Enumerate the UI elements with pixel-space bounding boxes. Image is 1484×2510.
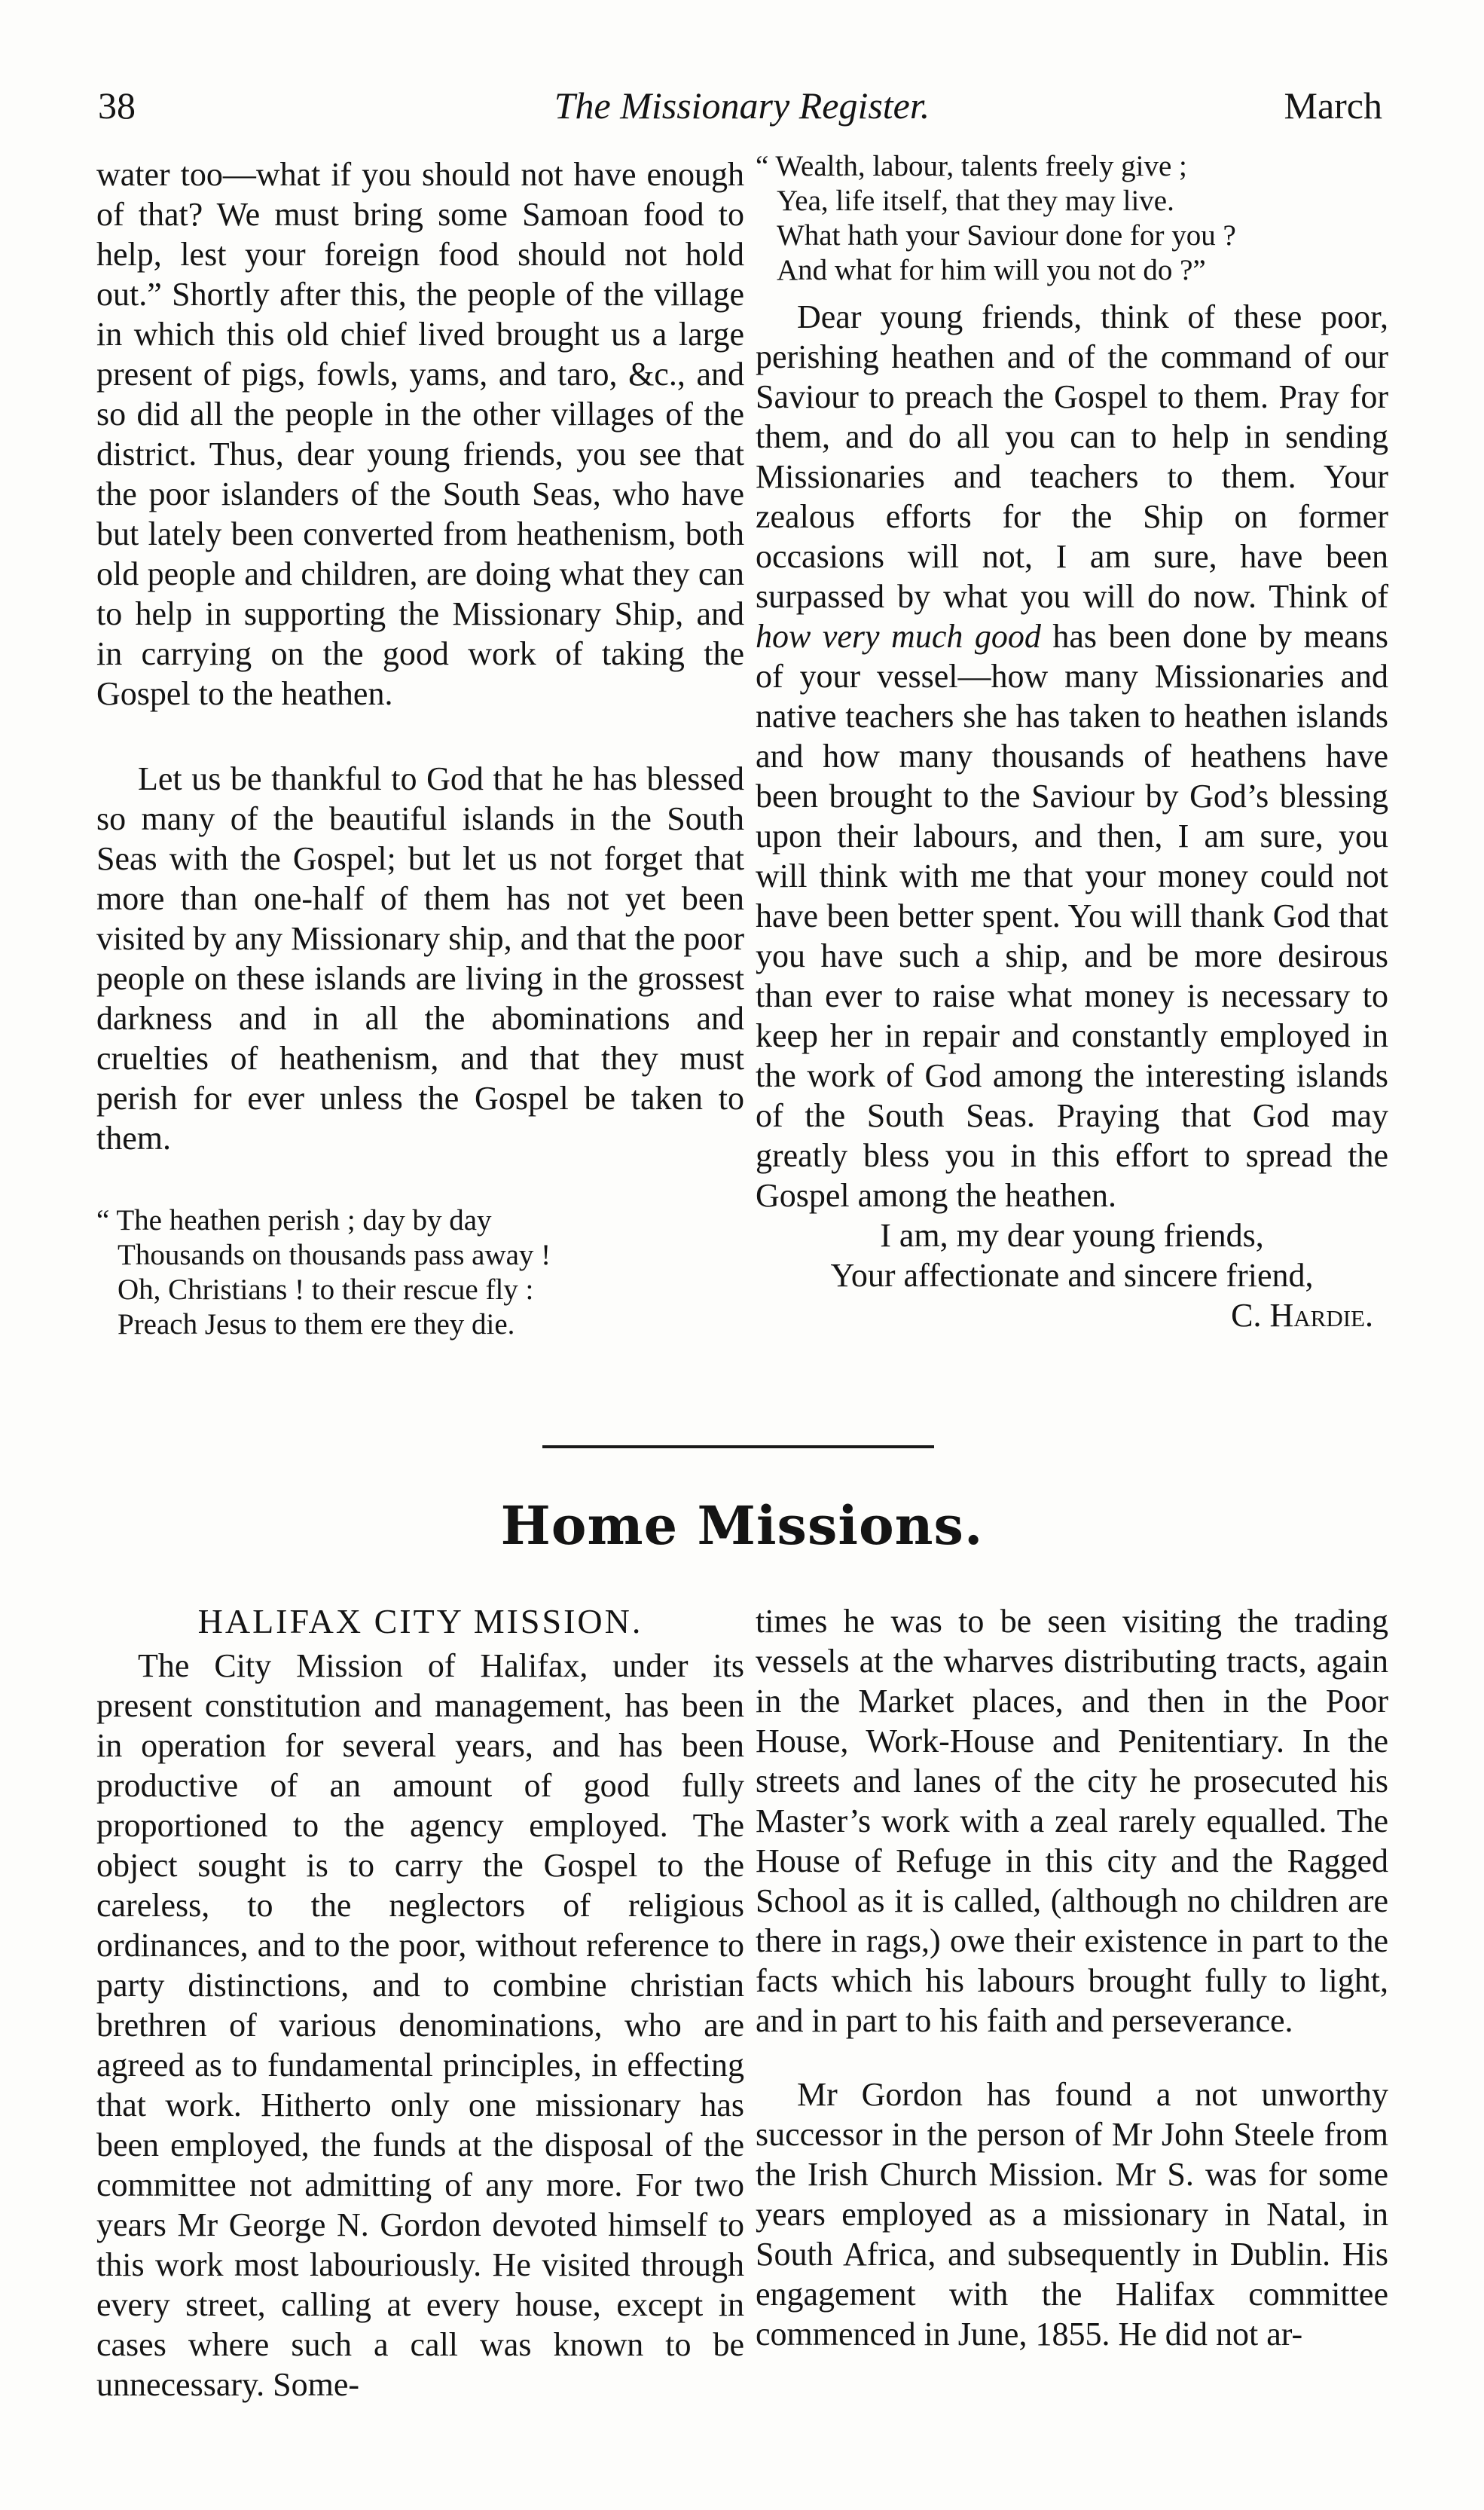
verse-line: And what for him will you not do ?”	[777, 254, 1206, 286]
emphasis: how very much good	[756, 618, 1041, 655]
signature: C. Hardie.	[1231, 1297, 1373, 1334]
paragraph	[756, 297, 1388, 1215]
verse-line: Preach Jesus to them ere they die.	[118, 1308, 515, 1341]
running-title: The Missionary Register.	[554, 84, 930, 127]
running-month: March	[1284, 84, 1382, 127]
page-number: 38	[98, 84, 136, 127]
paragraph: water too—what if you should not have enough of that? We must bring some Samoan food to help, lest your foreign food should not hold out.” Shortly after this, the people of the village in which this old chief lived brought us a large present of pigs, fowls, yams, and taro, &c., and so did all the people in the other villages of the district. Thus, dear young friends, you see that the poor islanders of the South Seas, who have but lately been converted from heathenism, both old people and children, are doing what they can to help in supporting the Missionary Ship, and in carrying on the good work of taking the Gospel to the heathen.	[96, 156, 744, 712]
right-column-bottom	[756, 1601, 1388, 2354]
verse-line: What hath your Saviour done for you ?	[777, 219, 1236, 252]
paragraph: Mr Gordon has found a not unworthy successor in the person of Mr John Steele from the Irish Church Mission. Mr S. was for some years employed as a missionary in Natal, in South Africa, and subsequently in Dublin. His engagement with the Halifax committee commenced in June, 1855. He did not ar-	[756, 2076, 1388, 2353]
verse-heathen-perish	[96, 1203, 744, 1342]
verse-wealth-labour	[756, 149, 1388, 288]
text-run: has been done by means of your vessel—how many Missionaries and native teachers she has taken to heathen islands and how many thousands of heathens have been brought to the Saviour by God’s blessing upon their labours, and then, I am sure, you will think with me that your money could not have been better spent. You will thank God that you have such a ship, and be more desirous than ever to raise what money is necessary to keep her in repair and constantly employed in the work of God among the interesting islands of the South Seas. Praying that God may greatly bless you in this effort to spread the Gospel among the heathen.	[756, 618, 1388, 1214]
left-column-top	[96, 154, 744, 1342]
verse-line: Thousands on thousands pass away !	[118, 1239, 551, 1271]
left-column-bottom	[96, 1601, 744, 2405]
closing-line: I am, my dear young friends,	[880, 1217, 1264, 1254]
text-run: Dear young friends, think of these poor, perishing heathen and of the command of our Saviour to preach the Gospel to them. Pray for them, and do all you can to help in sending Missionaries and teachers to them. Your zealous efforts for the Ship on former occasions will not, I am sure, have been surpassed by what you will do now. Think of	[756, 298, 1388, 615]
verse-line: Oh, Christians ! to their rescue fly :	[118, 1273, 534, 1306]
verse-line: “ The heathen perish ; day by day	[96, 1204, 492, 1237]
verse-line: “ Wealth, labour, talents freely give ;	[756, 150, 1187, 182]
section-divider	[542, 1445, 934, 1448]
closing-line: Your affectionate and sincere friend,	[830, 1257, 1314, 1294]
article-heading: HALIFAX CITY MISSION.	[197, 1602, 643, 1640]
paragraph: The City Mission of Halifax, under its present constitution and management, has been in operation for several years, and has been productive of an amount of good fully proportioned to the agency employed. The object sought is to carry the Gospel to the careless, to the neglectors of religious ordinances, and to the poor, without reference to party distinctions, and to combine christian brethren of various denominations, who are agreed as to fundamental principles, in effecting that work. Hitherto only one missionary has been employed, the funds at the disposal of the committee not admitting of any more. For two years Mr George N. Gordon devoted himself to this work most labouriously. He visited through every street, calling at every house, except in cases where such a call was known to be unnecessary. Some-	[96, 1647, 744, 2403]
right-column-top	[756, 149, 1388, 1335]
paragraph: times he was to be seen visiting the trading vessels at the wharves distributing tracts, again in the Market places, and then in the Poor House, Work-House and Penitentiary. In the streets and lanes of the city he prosecuted his Master’s work with a zeal rarely equalled. The House of Refuge in this city and the Ragged School as it is called, (although no children are there in rags,) owe their existence in part to the facts which his labours brought fully to light, and in part to his faith and perseverance.	[756, 1603, 1388, 2039]
verse-line: Yea, life itself, that they may live.	[777, 185, 1174, 217]
section-title: Home Missions.	[500, 1494, 984, 1557]
paragraph: Let us be thankful to God that he has blessed so many of the beautiful islands in the South Seas with the Gospel; but let us not forget that more than one-half of them has not yet been visited by any Missionary ship, and that the poor people on these islands are living in the grossest darkness and in all the abominations and cruelties of heathenism, and that they must perish for ever unless the Gospel be taken to them.	[96, 760, 744, 1157]
